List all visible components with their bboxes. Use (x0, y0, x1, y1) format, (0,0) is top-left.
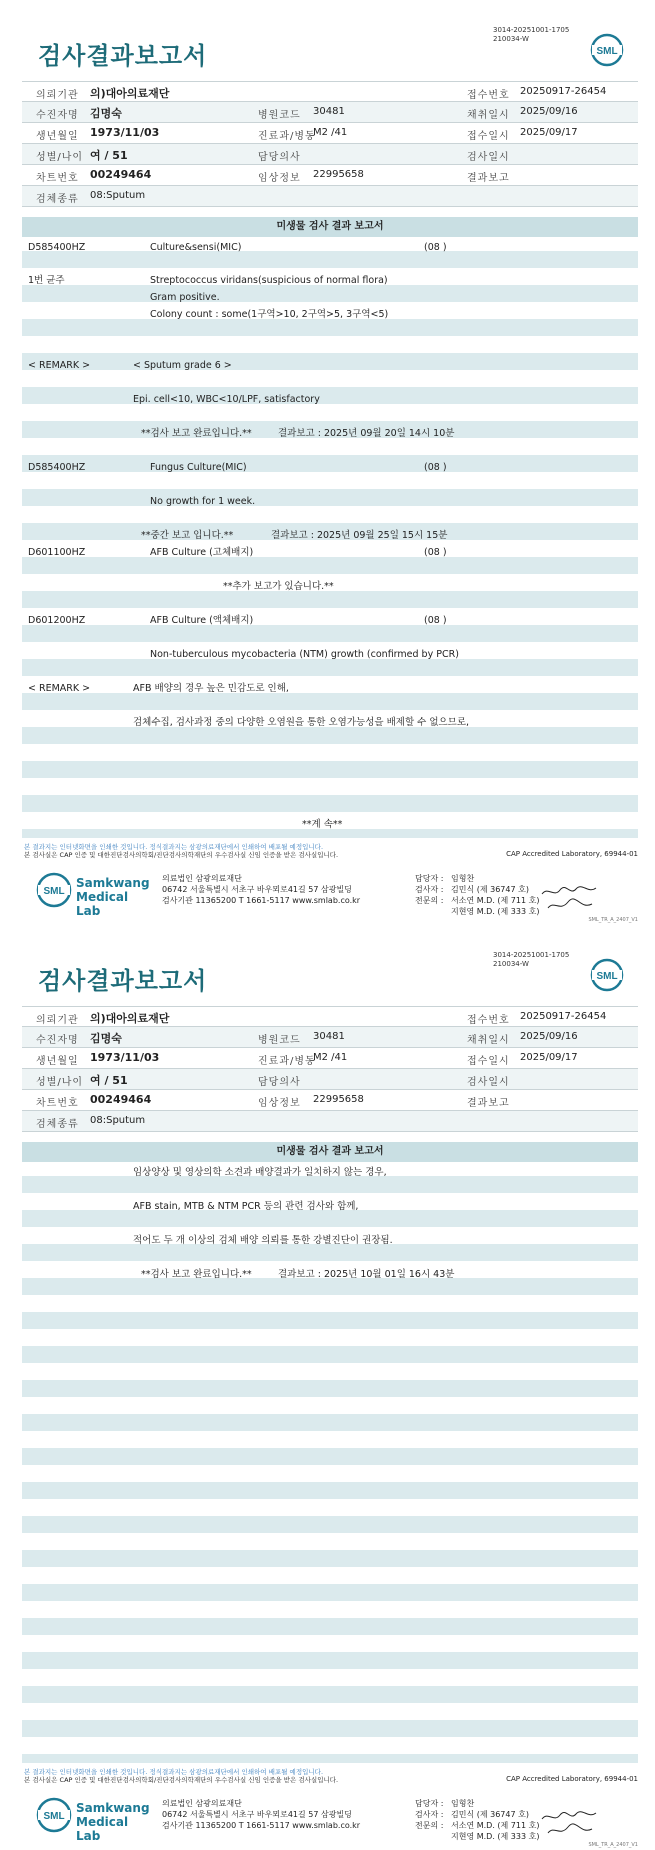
report-status: **추가 보고가 있습니다.** (223, 581, 334, 592)
result-line: 적어도 두 개 이상의 검체 배양 의뢰를 통한 강별진단이 권장됨. (133, 1235, 393, 1246)
patient-info-table (22, 81, 638, 207)
clinical-info-value: 22995658 (313, 1094, 364, 1105)
result-line: < Sputum grade 6 > (133, 360, 232, 371)
test-code: D585400HZ (28, 242, 86, 253)
test-date-label: 검사일시 (467, 1077, 510, 1088)
report-time: 결과보고 : 2025년 09월 20일 14시 10분 (278, 428, 455, 439)
patient-info-table (22, 1006, 638, 1132)
chart-no-value: 00249464 (90, 168, 152, 181)
sex-age-label: 성별/나이 (36, 1077, 84, 1088)
result-line: Streptococcus viridans(suspicious of normal flora) (150, 275, 388, 286)
svg-text:SML: SML (43, 886, 65, 897)
report-time: 결과보고 : 2025년 10월 01일 16시 43분 (278, 1269, 455, 1280)
signature-icon (540, 884, 600, 914)
result-line: Epi. cell<10, WBC<10/LPF, satisfactory (133, 394, 320, 405)
result-line: AFB stain, MTB & NTM PCR 등의 관련 검사와 함께, (133, 1201, 359, 1212)
document-code: 3014-20251001-1705 210034-W (493, 26, 570, 43)
institution-value: 의)대아의료재단 (90, 1012, 170, 1025)
report-page-2 (0, 925, 655, 1850)
print-notice: 본 결과지는 인터넷화면을 인쇄한 것입니다. 정식결과지는 삼광의료재단에서 인쇄하여 배포될 예정입니다. (24, 1768, 324, 1776)
clinical-info-label: 임상정보 (258, 1098, 301, 1109)
document-code: 3014-20251001-1705 210034-W (493, 951, 570, 968)
form-code: SML_TR_A_2407_V1 (588, 917, 638, 923)
org-address: 의료법인 삼광의료재단 06742 서울특별시 서초구 바우뫼로41길 57 삼광빌딩 검사기관 11365200 T 1661-5117 www.smlab.co.kr (162, 1799, 361, 1830)
remark-label: < REMARK > (28, 360, 91, 371)
clinical-info-value: 22995658 (313, 169, 364, 180)
receipt-no-label: 접수번호 (467, 1015, 510, 1026)
receipt-no-value: 20250917-26454 (520, 1011, 607, 1022)
report-time: 결과보고 : 2025년 09월 25일 15시 15분 (271, 530, 448, 541)
birth-date-value: 1973/11/03 (90, 126, 160, 139)
department-label: 진료과/병동 (258, 1056, 316, 1067)
test-code: D601100HZ (28, 547, 86, 558)
org-address: 의료법인 삼광의료재단 06742 서울특별시 서초구 바우뫼로41길 57 삼광빌딩 검사기관 11365200 T 1661-5117 www.smlab.co.kr (162, 874, 361, 905)
sml-logo-icon (590, 958, 624, 992)
institution-label: 의뢰기관 (36, 90, 79, 101)
report-status: **검사 보고 완료입니다.** (141, 1269, 252, 1280)
print-notice: 본 결과지는 인터넷화면을 인쇄한 것입니다. 정식결과지는 삼광의료재단에서 인쇄하여 배포될 예정입니다. (24, 843, 324, 851)
patient-name-value: 김명숙 (90, 1032, 122, 1045)
section-title: 미생물 검사 결과 보고서 (22, 1142, 638, 1162)
result-line: Gram positive. (150, 292, 220, 303)
receipt-date-label: 접수일시 (467, 1056, 510, 1067)
cap-accreditation: CAP Accredited Laboratory, 69944-01 (506, 850, 638, 858)
report-title: 검사결과보고서 (38, 967, 208, 995)
sml-logo-icon (590, 33, 624, 67)
report-status: **검사 보고 완료입니다.** (141, 428, 252, 439)
receipt-date-label: 접수일시 (467, 131, 510, 142)
chart-no-value: 00249464 (90, 1093, 152, 1106)
continued-note: **계 속** (302, 819, 343, 830)
collection-date-label: 채취일시 (467, 110, 510, 121)
result-line: Non-tuberculous mycobacteria (NTM) growth (confirmed by PCR) (150, 649, 459, 660)
strain-label: 1번 균주 (28, 275, 65, 286)
birth-date-value: 1973/11/03 (90, 1051, 160, 1064)
collection-date-value: 2025/09/16 (520, 106, 578, 117)
staff-list: 담당자 : 임형찬 검사자 : 김민식 (제 36747 호) 전문의 : 서소연 M.D. (제 711 호) 지현영 M.D. (제 333 호) (415, 1799, 540, 1841)
report-status: **중간 보고 입니다.** (141, 530, 234, 541)
result-line: AFB 배양의 경우 높은 민감도로 인해, (133, 683, 289, 694)
samkwang-logo: SML Samkwang Medical Lab (36, 872, 146, 912)
test-code: D601200HZ (28, 615, 86, 626)
institution-label: 의뢰기관 (36, 1015, 79, 1026)
patient-name-label: 수진자명 (36, 110, 79, 121)
institution-value: 의)대아의료재단 (90, 87, 170, 100)
hospital-code-value: 30481 (313, 1031, 345, 1042)
specimen-type-label: 검체종류 (36, 1119, 79, 1130)
doctor-label: 담당의사 (258, 1077, 301, 1088)
receipt-no-value: 20250917-26454 (520, 86, 607, 97)
receipt-no-label: 접수번호 (467, 90, 510, 101)
cert-notice: 본 검사실은 CAP 인증 및 대한진단검사의학회/진단검사의학재단의 우수검사실 신임 인증을 받은 검사실입니다. (24, 1776, 339, 1784)
result-report-label: 결과보고 (467, 173, 510, 184)
sml-logo-icon (36, 1797, 72, 1833)
staff-list: 담당자 : 임형찬 검사자 : 김민식 (제 36747 호) 전문의 : 서소연 M.D. (제 711 호) 지현영 M.D. (제 333 호) (415, 874, 540, 916)
svg-text:SML: SML (596, 46, 618, 57)
test-tag: (08 ) (424, 547, 447, 558)
specimen-type-value: 08:Sputum (90, 190, 146, 201)
department-value: M2 /41 (313, 127, 348, 138)
form-code: SML_TR_A_2407_V1 (588, 1842, 638, 1848)
department-value: M2 /41 (313, 1052, 348, 1063)
department-label: 진료과/병동 (258, 131, 316, 142)
test-item: Fungus Culture(MIC) (150, 462, 247, 473)
birth-date-label: 생년월일 (36, 131, 79, 142)
sex-age-value: 여 / 51 (90, 1074, 128, 1087)
specimen-type-label: 검체종류 (36, 194, 79, 205)
cert-notice: 본 검사실은 CAP 인증 및 대한진단검사의학회/진단검사의학재단의 우수검사실 신임 인증을 받은 검사실입니다. (24, 851, 339, 859)
specimen-type-value: 08:Sputum (90, 1115, 146, 1126)
samkwang-logo: SML Samkwang Medical Lab (36, 1797, 146, 1837)
test-tag: (08 ) (424, 615, 447, 626)
collection-date-label: 채취일시 (467, 1035, 510, 1046)
receipt-date-value: 2025/09/17 (520, 127, 578, 138)
sex-age-label: 성별/나이 (36, 152, 84, 163)
hospital-code-value: 30481 (313, 106, 345, 117)
test-code: D585400HZ (28, 462, 86, 473)
collection-date-value: 2025/09/16 (520, 1031, 578, 1042)
result-report-label: 결과보고 (467, 1098, 510, 1109)
sml-logo-icon (36, 872, 72, 908)
result-line: 임상양상 및 영상의학 소견과 배양결과가 일치하지 않는 경우, (133, 1167, 387, 1178)
report-title: 검사결과보고서 (38, 42, 208, 70)
test-date-label: 검사일시 (467, 152, 510, 163)
birth-date-label: 생년월일 (36, 1056, 79, 1067)
test-tag: (08 ) (424, 242, 447, 253)
test-item: AFB Culture (고체배지) (150, 547, 254, 558)
test-item: AFB Culture (액체배지) (150, 615, 254, 626)
result-line: Colony count : some(1구역>10, 2구역>5, 3구역<5) (150, 309, 389, 320)
chart-no-label: 차트번호 (36, 1098, 79, 1109)
remark-label: < REMARK > (28, 683, 91, 694)
sex-age-value: 여 / 51 (90, 149, 128, 162)
clinical-info-label: 임상정보 (258, 173, 301, 184)
patient-name-label: 수진자명 (36, 1035, 79, 1046)
cap-accreditation: CAP Accredited Laboratory, 69944-01 (506, 1775, 638, 1783)
hospital-code-label: 병원코드 (258, 1035, 301, 1046)
test-item: Culture&sensi(MIC) (150, 242, 242, 253)
signature-icon (540, 1809, 600, 1839)
receipt-date-value: 2025/09/17 (520, 1052, 578, 1063)
patient-name-value: 김명숙 (90, 107, 122, 120)
test-tag: (08 ) (424, 462, 447, 473)
svg-text:SML: SML (596, 971, 618, 982)
result-line: No growth for 1 week. (150, 496, 256, 507)
result-line: 검체수집, 검사과정 중의 다양한 오염원을 통한 오염가능성을 배제할 수 없으므로, (133, 717, 470, 728)
hospital-code-label: 병원코드 (258, 110, 301, 121)
doctor-label: 담당의사 (258, 152, 301, 163)
chart-no-label: 차트번호 (36, 173, 79, 184)
section-title: 미생물 검사 결과 보고서 (22, 217, 638, 237)
svg-text:SML: SML (43, 1811, 65, 1822)
